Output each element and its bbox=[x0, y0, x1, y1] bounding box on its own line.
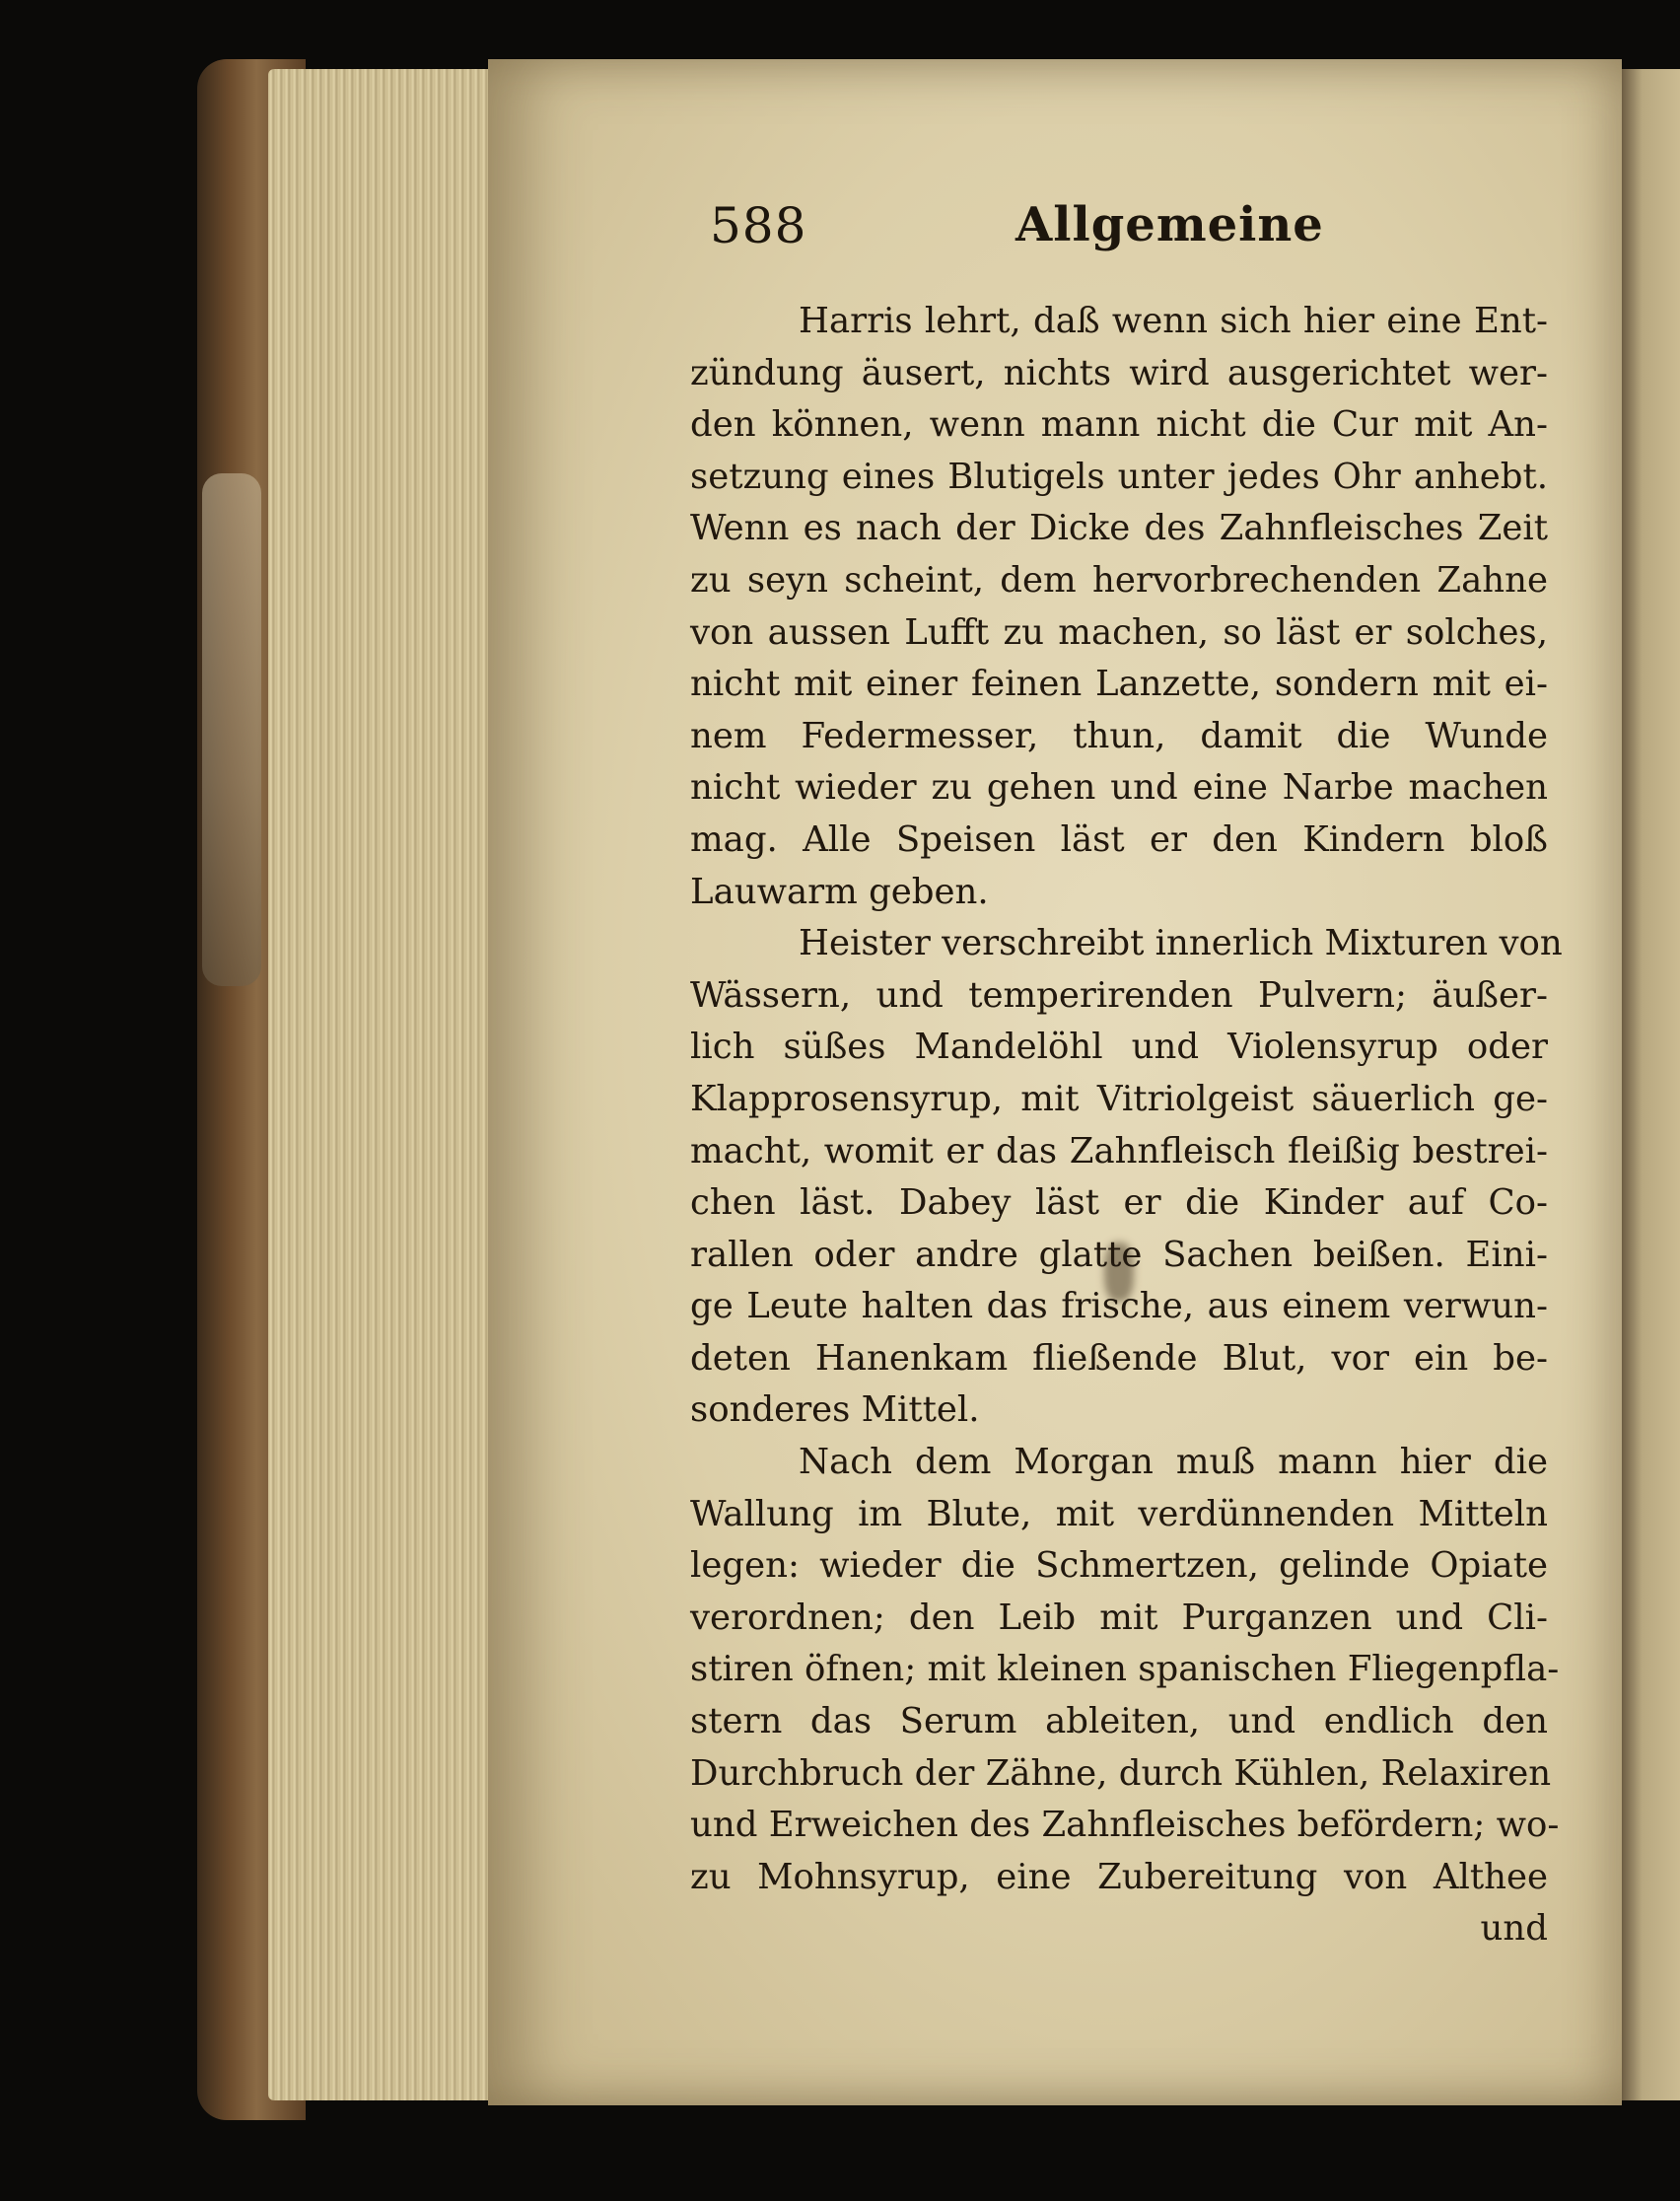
text-line: Klapprosensyrup, mit Vitriolgeist säuerlich ge- bbox=[690, 1078, 1548, 1119]
text-line: setzung eines Blutigels unter jedes Ohr anhebt. bbox=[690, 456, 1548, 497]
text-line: von aussen Lufft zu machen, so läst er solches, bbox=[690, 611, 1548, 653]
text-line: lich süßes Mandelöhl und Violensyrup oder bbox=[690, 1027, 1548, 1068]
body-text bbox=[690, 296, 1563, 1955]
text-line: stern das Serum ableiten, und endlich den bbox=[690, 1701, 1548, 1742]
text-line: den können, wenn mann nicht die Cur mit An- bbox=[690, 404, 1548, 446]
text-line: nicht mit einer feinen Lanzette, sondern mit ei- bbox=[690, 664, 1548, 705]
text-line: chen läst. Dabey läst er die Kinder auf Co- bbox=[690, 1182, 1548, 1224]
spine-wear-patch bbox=[202, 473, 261, 986]
text-line: Wenn es nach der Dicke des Zahnfleisches Zeit bbox=[690, 508, 1548, 549]
text-line: zündung äusert, nichts wird ausgerichtet wer- bbox=[690, 352, 1548, 393]
text-line: Lauwarm geben. bbox=[690, 871, 989, 912]
text-line: Wallung im Blute, mit verdünnenden Mitteln bbox=[690, 1493, 1548, 1534]
text-line: macht, womit er das Zahnfleisch fleißig bestrei- bbox=[690, 1130, 1548, 1172]
text-line: Heister verschreibt innerlich Mixturen von bbox=[799, 923, 1563, 964]
text-line: sonderes Mittel. bbox=[690, 1389, 980, 1431]
text-line: Harris lehrt, daß wenn sich hier eine Ent- bbox=[799, 301, 1548, 341]
text-line: stiren öfnen; mit kleinen spanischen Fliegenpfla- bbox=[690, 1649, 1560, 1690]
text-line: rallen oder andre glatte Sachen beißen. Eini- bbox=[690, 1234, 1548, 1275]
text-line: verordnen; den Leib mit Purganzen und Cli- bbox=[690, 1597, 1548, 1638]
text-line: und Erweichen des Zahnfleisches befördern; wo- bbox=[690, 1805, 1560, 1846]
text-line: Durchbruch der Zähne, durch Kühlen, Relaxiren bbox=[690, 1752, 1552, 1794]
text-line: Wässern, und temperirenden Pulvern; äußer- bbox=[690, 974, 1548, 1016]
text-line: nem Federmesser, thun, damit die Wunde bbox=[690, 715, 1548, 756]
text-line: legen: wieder die Schmertzen, gelinde Opiate bbox=[690, 1545, 1548, 1587]
text-line: mag. Alle Speisen läst er den Kindern bloß bbox=[690, 818, 1548, 860]
page-number: 588 bbox=[710, 197, 807, 254]
catchword: und bbox=[1480, 1908, 1548, 1950]
page-edges bbox=[268, 69, 495, 2100]
text-line: zu Mohnsyrup, eine Zubereitung von Althee bbox=[690, 1856, 1548, 1897]
text-line: Nach dem Morgan muß mann hier die bbox=[799, 1442, 1548, 1483]
page-header bbox=[710, 197, 1558, 266]
text-line: ge Leute halten das frische, aus einem verwun- bbox=[690, 1286, 1548, 1327]
text-line: deten Hanenkam fließende Blut, vor ein be- bbox=[690, 1337, 1548, 1379]
text-line: zu seyn scheint, dem hervorbrechenden Zahne bbox=[690, 559, 1548, 601]
text-line: nicht wieder zu gehen und eine Narbe machen bbox=[690, 767, 1548, 809]
facing-page-edge bbox=[1617, 69, 1680, 2100]
running-head: Allgemeine bbox=[1015, 197, 1324, 252]
